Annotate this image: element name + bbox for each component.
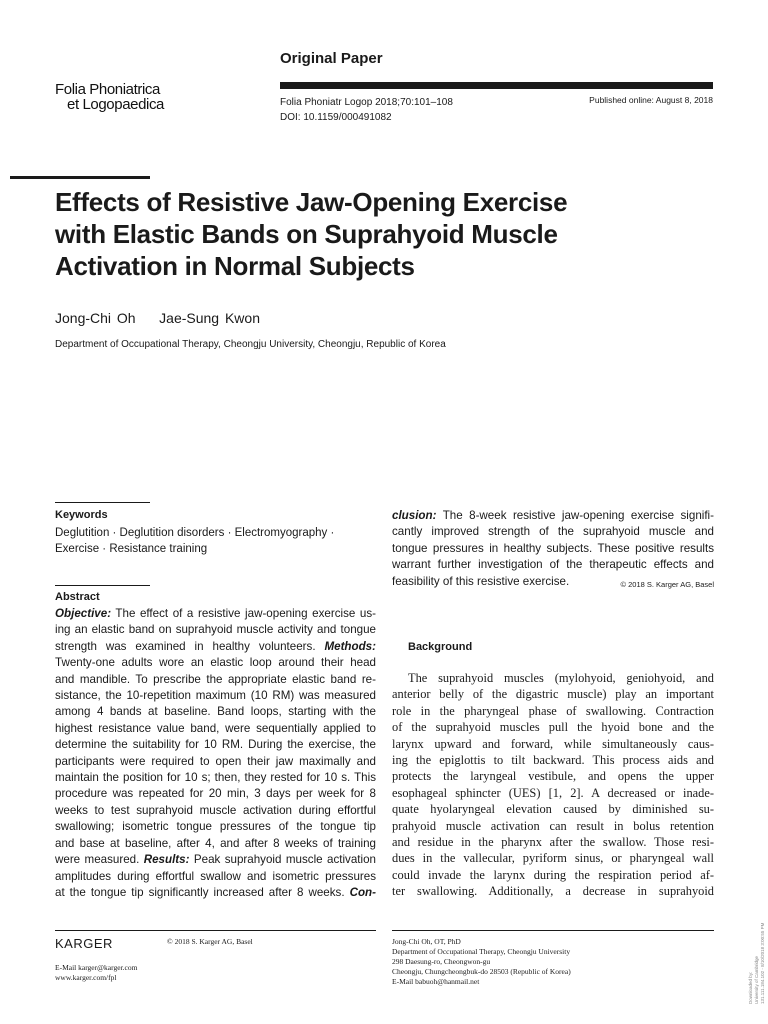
- background-line: quate hyolaryngeal elevation caused by diminished su-: [392, 802, 714, 817]
- journal-name-line1: Folia Phoniatrica: [55, 81, 160, 98]
- background-line: anterior belly of the digastric muscle) play an important: [392, 687, 714, 702]
- abstract-line: among 4 bands at baseline. Band loops, starting with the: [55, 705, 376, 719]
- publisher-email[interactable]: E-Mail karger@karger.com: [55, 963, 138, 972]
- header-rule: [280, 82, 713, 89]
- abstract-line: highest resistance value band, were sequentially applied to: [55, 721, 376, 735]
- citation: [280, 95, 453, 125]
- conclusion-line-last: feasibility of this resistive exercise. © 2018 S. Karger AG, Basel: [392, 574, 714, 590]
- download-note: Downloaded by: University of Cambridge 131.111.184.102 - 8/10/2018 3:00:55 PM: [748, 922, 765, 1004]
- keywords-list: [55, 525, 375, 557]
- abstract-line: maintain the position for 10 s; then, they rested for 10 s. This: [55, 771, 376, 785]
- journal-name-line2: et Logopaedica: [67, 96, 164, 113]
- background-body: [392, 670, 714, 900]
- background-line: The suprahyoid muscles (mylohyoid, geniohyoid, and: [408, 671, 714, 685]
- affiliation: Department of Occupational Therapy, Cheongju University, Cheongju, Republic of Korea: [55, 339, 446, 350]
- abstract-line: amplitudes during effortful swallow and isometric pressures: [55, 869, 376, 883]
- footer-copyright: © 2018 S. Karger AG, Basel: [167, 937, 253, 946]
- abstract-body: [55, 606, 376, 901]
- abstract-heading: Abstract: [55, 591, 100, 603]
- publisher-logo: KARGER: [55, 936, 113, 951]
- results-label: Results:: [143, 853, 190, 867]
- abstract-line: sistance, the 10-repetition maximum (10 RM) was measured: [55, 689, 376, 703]
- background-line: could invade the larynx during the respiration period af-: [392, 867, 714, 882]
- background-line: esophageal sphincter (UES) [1, 2]. A decreased or inade-: [392, 785, 714, 800]
- keywords-rule: [55, 502, 150, 503]
- abstract-line: Twenty-one adults wore an elastic loop around their head: [55, 656, 376, 670]
- abstract-line: at the tongue tip significantly increased after 8 weeks. Con-: [55, 885, 376, 899]
- published-date: Published online: August 8, 2018: [589, 95, 713, 105]
- abstract-line: procedure was repeated for 20 min, 3 days per week for 8: [55, 787, 376, 801]
- abstract-line: ing an elastic band on suprahyoid muscle activity and tongue: [55, 623, 376, 637]
- journal-logo: [55, 82, 164, 112]
- conclusion-line: warrant further investigation of the therapeutic effects and: [392, 558, 714, 572]
- correspondence-line: Department of Occupational Therapy, Cheongju University: [392, 947, 571, 956]
- abstract-rule: [55, 585, 150, 586]
- abstract-conclusion: [392, 508, 714, 593]
- keywords-heading: Keywords: [55, 509, 108, 521]
- abstract-copyright: © 2018 S. Karger AG, Basel: [620, 579, 714, 589]
- title-line: with Elastic Bands on Suprahyoid Muscle: [55, 219, 558, 249]
- publisher-contact: [55, 963, 137, 983]
- background-heading: Background: [408, 641, 473, 653]
- abstract-line: participants were required to open their jaw maximally and: [55, 754, 376, 768]
- abstract-line: weeks to test suprahyoid muscle activation during effortful: [55, 803, 376, 817]
- footer-rule-left: [55, 930, 376, 931]
- authors: Jong-Chi Oh Jae-Sung Kwon: [55, 310, 260, 326]
- abstract-line: were measured. Results: Peak suprahyoid muscle activation: [55, 853, 376, 867]
- correspondence: [392, 937, 571, 987]
- background-line: ter swallowing. Additionally, a decrease in suprahyoid: [392, 884, 714, 899]
- background-line: dues in the vallecular, pyriform sinus, or pharyngeal wall: [392, 851, 714, 866]
- keywords-line: Exercise · Resistance training: [55, 543, 208, 555]
- background-line: ing the epiglottis to tilt backward. This process aids and: [392, 753, 714, 768]
- background-line: protects the laryngeal vestibule, and opens the upper: [392, 769, 714, 784]
- background-line: of the suprahyoid muscles pull the hyoid bone and the: [392, 720, 714, 735]
- keywords-line: Deglutition · Deglutition disorders · Electromyography ·: [55, 527, 335, 539]
- background-line: prahyoid muscle activation can result in bolus retention: [392, 818, 714, 833]
- conclusion-label-start: Con-: [349, 885, 376, 899]
- correspondence-email[interactable]: E-Mail babuoh@hanmail.net: [392, 977, 480, 986]
- methods-label: Methods:: [324, 639, 376, 653]
- correspondence-line: Cheongju, Chungcheongbuk-do 28503 (Republic of Korea): [392, 967, 571, 976]
- title-line: Activation in Normal Subjects: [55, 251, 415, 281]
- background-line: and residue in the pharynx after the swallow. Those resi-: [392, 835, 714, 850]
- abstract-line: determine the suitability for 10 RM. During the exercise, the: [55, 738, 376, 752]
- footer-rule-right: [392, 930, 714, 931]
- title-rule: [10, 176, 150, 179]
- abstract-line: swallowing; isometric tongue pressures of the tongue tip: [55, 820, 376, 834]
- title-line: Effects of Resistive Jaw-Opening Exercise: [55, 187, 568, 217]
- citation-doi[interactable]: DOI: 10.1159/000491082: [280, 112, 392, 123]
- abstract-line: and base at baseline, after 4, and after 8 weeks of training: [55, 836, 376, 850]
- publisher-website[interactable]: www.karger.com/fpl: [55, 973, 117, 982]
- conclusion-label-end: clusion:: [392, 509, 437, 522]
- conclusion-line: cantly improved strength of the suprahyoid muscle and: [392, 525, 714, 539]
- article-type: Original Paper: [280, 50, 383, 67]
- objective-label: Objective:: [55, 607, 112, 620]
- correspondence-line: Jong-Chi Oh, OT, PhD: [392, 937, 461, 946]
- abstract-line: and mandible. To prescribe the appropriate elastic band re-: [55, 672, 376, 686]
- abstract-line: strength was examined in healthy volunteers. Methods:: [55, 639, 376, 653]
- abstract-line: Objective: The effect of a resistive jaw-opening exercise us-: [55, 607, 376, 620]
- conclusion-line: clusion: The 8-week resistive jaw-opening exercise signifi-: [392, 509, 714, 522]
- correspondence-line: 298 Daesung-ro, Cheongwon-gu: [392, 957, 491, 966]
- background-line: larynx upward and forward, while simultaneously caus-: [392, 736, 714, 751]
- conclusion-line: tongue pressures in healthy subjects. These positive results: [392, 541, 714, 555]
- article-title: [55, 186, 675, 282]
- citation-journal: Folia Phoniatr Logop 2018;70:101–108: [280, 97, 453, 108]
- background-line: role in the pharyngeal phase of swallowing. Contraction: [392, 703, 714, 718]
